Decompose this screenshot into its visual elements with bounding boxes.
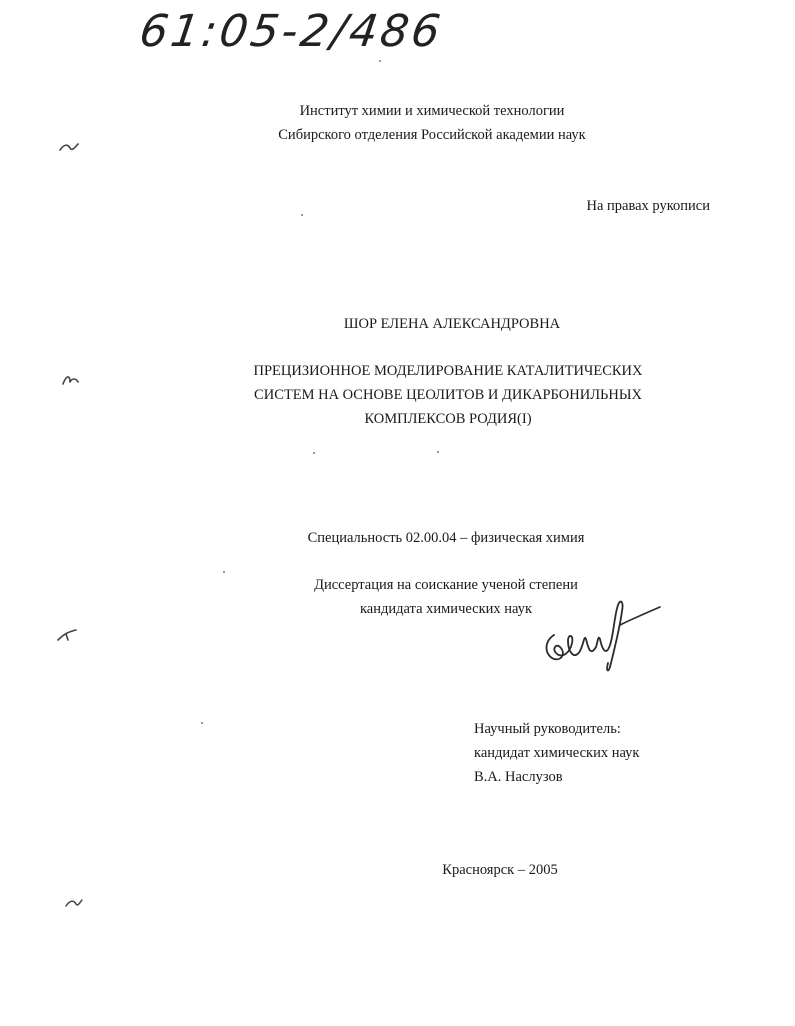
- dissertation-line-2: кандидата химических наук: [359, 601, 533, 617]
- author-name: ШОР ЕЛЕНА АЛЕКСАНДРОВНА: [343, 316, 561, 332]
- institute-line-1: Институт химии и химической технологии: [299, 103, 565, 119]
- scan-speck: [301, 214, 303, 216]
- specialty: Специальность 02.00.04 – физическая химия: [307, 530, 585, 546]
- supervisor-name: В.А. Наслузов: [474, 769, 563, 785]
- dissertation-line-1: Диссертация на соискание ученой степени: [314, 577, 578, 593]
- thesis-title-line-1: ПРЕЦИЗИОННОЕ МОДЕЛИРОВАНИЕ КАТАЛИТИЧЕСКИХ: [253, 363, 643, 379]
- margin-scan-mark: [60, 372, 80, 386]
- thesis-title-line-2: СИСТЕМ НА ОСНОВЕ ЦЕОЛИТОВ И ДИКАРБОНИЛЬНЫХ: [254, 387, 642, 403]
- scan-speck: [313, 452, 315, 454]
- rights-note: На правах рукописи: [586, 198, 710, 214]
- margin-scan-mark: [56, 628, 78, 642]
- institute-line-2: Сибирского отделения Российской академии наук: [278, 127, 586, 143]
- margin-scan-mark: [58, 140, 80, 154]
- scan-speck: [223, 571, 225, 573]
- supervisor-degree: кандидат химических наук: [474, 745, 640, 761]
- scan-speck: [379, 60, 381, 62]
- thesis-title-line-3: КОМПЛЕКСОВ РОДИЯ(I): [364, 411, 532, 427]
- supervisor-label: Научный руководитель:: [474, 721, 621, 737]
- signature-mark: [540, 595, 665, 675]
- city-year: Красноярск – 2005: [442, 862, 558, 878]
- handwritten-archive-code: 61:05-2/486: [136, 6, 447, 57]
- scan-speck: [437, 451, 439, 453]
- margin-scan-mark: [64, 896, 84, 908]
- scan-speck: [201, 722, 203, 724]
